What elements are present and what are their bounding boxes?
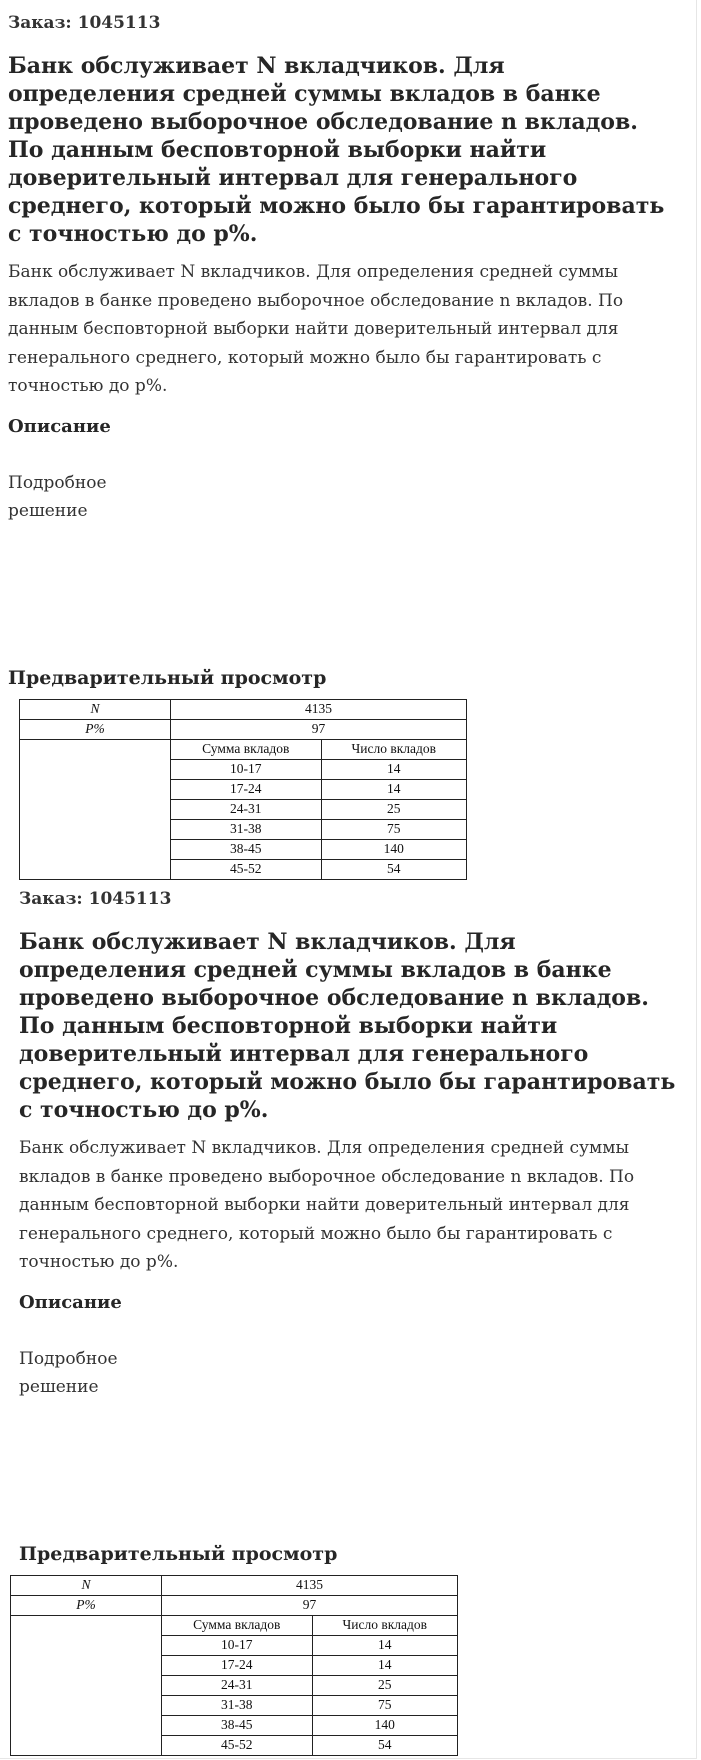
n-value: 4135 bbox=[162, 1575, 458, 1595]
range-cell: 17-24 bbox=[171, 779, 322, 799]
range-cell: 38-45 bbox=[171, 839, 322, 859]
order-number: Заказ: 1045113 bbox=[8, 13, 161, 33]
table-row bbox=[20, 739, 467, 759]
task-title: Банк обслуживает N вкладчиков. Для определения средней суммы вкладов в банке проведено выборочное обследование n вкладов. По данным бесповторной выборки найти доверительный интервал для генерального среднего, который можно было бы гарантировать с точностью до p%. bbox=[8, 53, 665, 247]
count-cell: 25 bbox=[321, 799, 467, 819]
col1-header: Сумма вкладов bbox=[162, 1615, 313, 1635]
count-cell: 54 bbox=[321, 859, 467, 879]
table-row bbox=[11, 1575, 458, 1595]
count-cell: 25 bbox=[312, 1675, 458, 1695]
p-label: P% bbox=[20, 719, 171, 739]
count-cell: 14 bbox=[321, 779, 467, 799]
empty-cell bbox=[20, 739, 171, 879]
table-row bbox=[11, 1615, 458, 1635]
task-description: Банк обслуживает N вкладчиков. Для определения средней суммы вкладов в банке проведено выборочное обследование n вкладов. По данным бесповторной выборки найти доверительный интервал для генерального среднего, который можно было бы гарантировать с точностью до p%. bbox=[19, 1138, 635, 1272]
task-description: Банк обслуживает N вкладчиков. Для определения средней суммы вкладов в банке проведено выборочное обследование n вкладов. По данным бесповторной выборки найти доверительный интервал для генерального среднего, который можно было бы гарантировать с точностью до p%. bbox=[8, 262, 624, 396]
table-row bbox=[20, 699, 467, 719]
range-cell: 10-17 bbox=[171, 759, 322, 779]
n-value: 4135 bbox=[171, 699, 467, 719]
range-cell: 10-17 bbox=[162, 1635, 313, 1655]
col2-header: Число вкладов bbox=[312, 1615, 458, 1635]
count-cell: 75 bbox=[321, 819, 467, 839]
count-cell: 54 bbox=[312, 1735, 458, 1755]
table-row bbox=[11, 1595, 458, 1615]
preview-heading: Предварительный просмотр bbox=[8, 666, 327, 689]
range-cell: 31-38 bbox=[171, 819, 322, 839]
n-label: N bbox=[20, 699, 171, 719]
order-number: Заказ: 1045113 bbox=[19, 889, 172, 909]
description-heading: Описание bbox=[8, 415, 111, 437]
preview-table bbox=[19, 699, 467, 880]
empty-cell bbox=[11, 1615, 162, 1755]
range-cell: 38-45 bbox=[162, 1715, 313, 1735]
description-heading: Описание bbox=[19, 1291, 122, 1313]
col1-header: Сумма вкладов bbox=[171, 739, 322, 759]
count-cell: 140 bbox=[312, 1715, 458, 1735]
p-value: 97 bbox=[171, 719, 467, 739]
range-cell: 24-31 bbox=[171, 799, 322, 819]
p-value: 97 bbox=[162, 1595, 458, 1615]
n-label: N bbox=[11, 1575, 162, 1595]
range-cell: 31-38 bbox=[162, 1695, 313, 1715]
range-cell: 17-24 bbox=[162, 1655, 313, 1675]
task-title: Банк обслуживает N вкладчиков. Для определения средней суммы вкладов в банке проведено выборочное обследование n вкладов. По данным бесповторной выборки найти доверительный интервал для генерального среднего, который можно было бы гарантировать с точностью до p%. bbox=[19, 929, 676, 1123]
table-row bbox=[20, 719, 467, 739]
count-cell: 140 bbox=[321, 839, 467, 859]
count-cell: 14 bbox=[312, 1655, 458, 1675]
range-cell: 45-52 bbox=[171, 859, 322, 879]
preview-table bbox=[10, 1575, 458, 1756]
count-cell: 14 bbox=[312, 1635, 458, 1655]
detail-text: Подробное решение bbox=[19, 1348, 118, 1397]
count-cell: 14 bbox=[321, 759, 467, 779]
detail-text: Подробное решение bbox=[8, 472, 107, 521]
p-label: P% bbox=[11, 1595, 162, 1615]
count-cell: 75 bbox=[312, 1695, 458, 1715]
order-block-1 bbox=[0, 0, 690, 880]
order-block-2 bbox=[0, 876, 690, 1756]
col2-header: Число вкладов bbox=[321, 739, 467, 759]
range-cell: 24-31 bbox=[162, 1675, 313, 1695]
preview-heading: Предварительный просмотр bbox=[19, 1542, 338, 1565]
range-cell: 45-52 bbox=[162, 1735, 313, 1755]
